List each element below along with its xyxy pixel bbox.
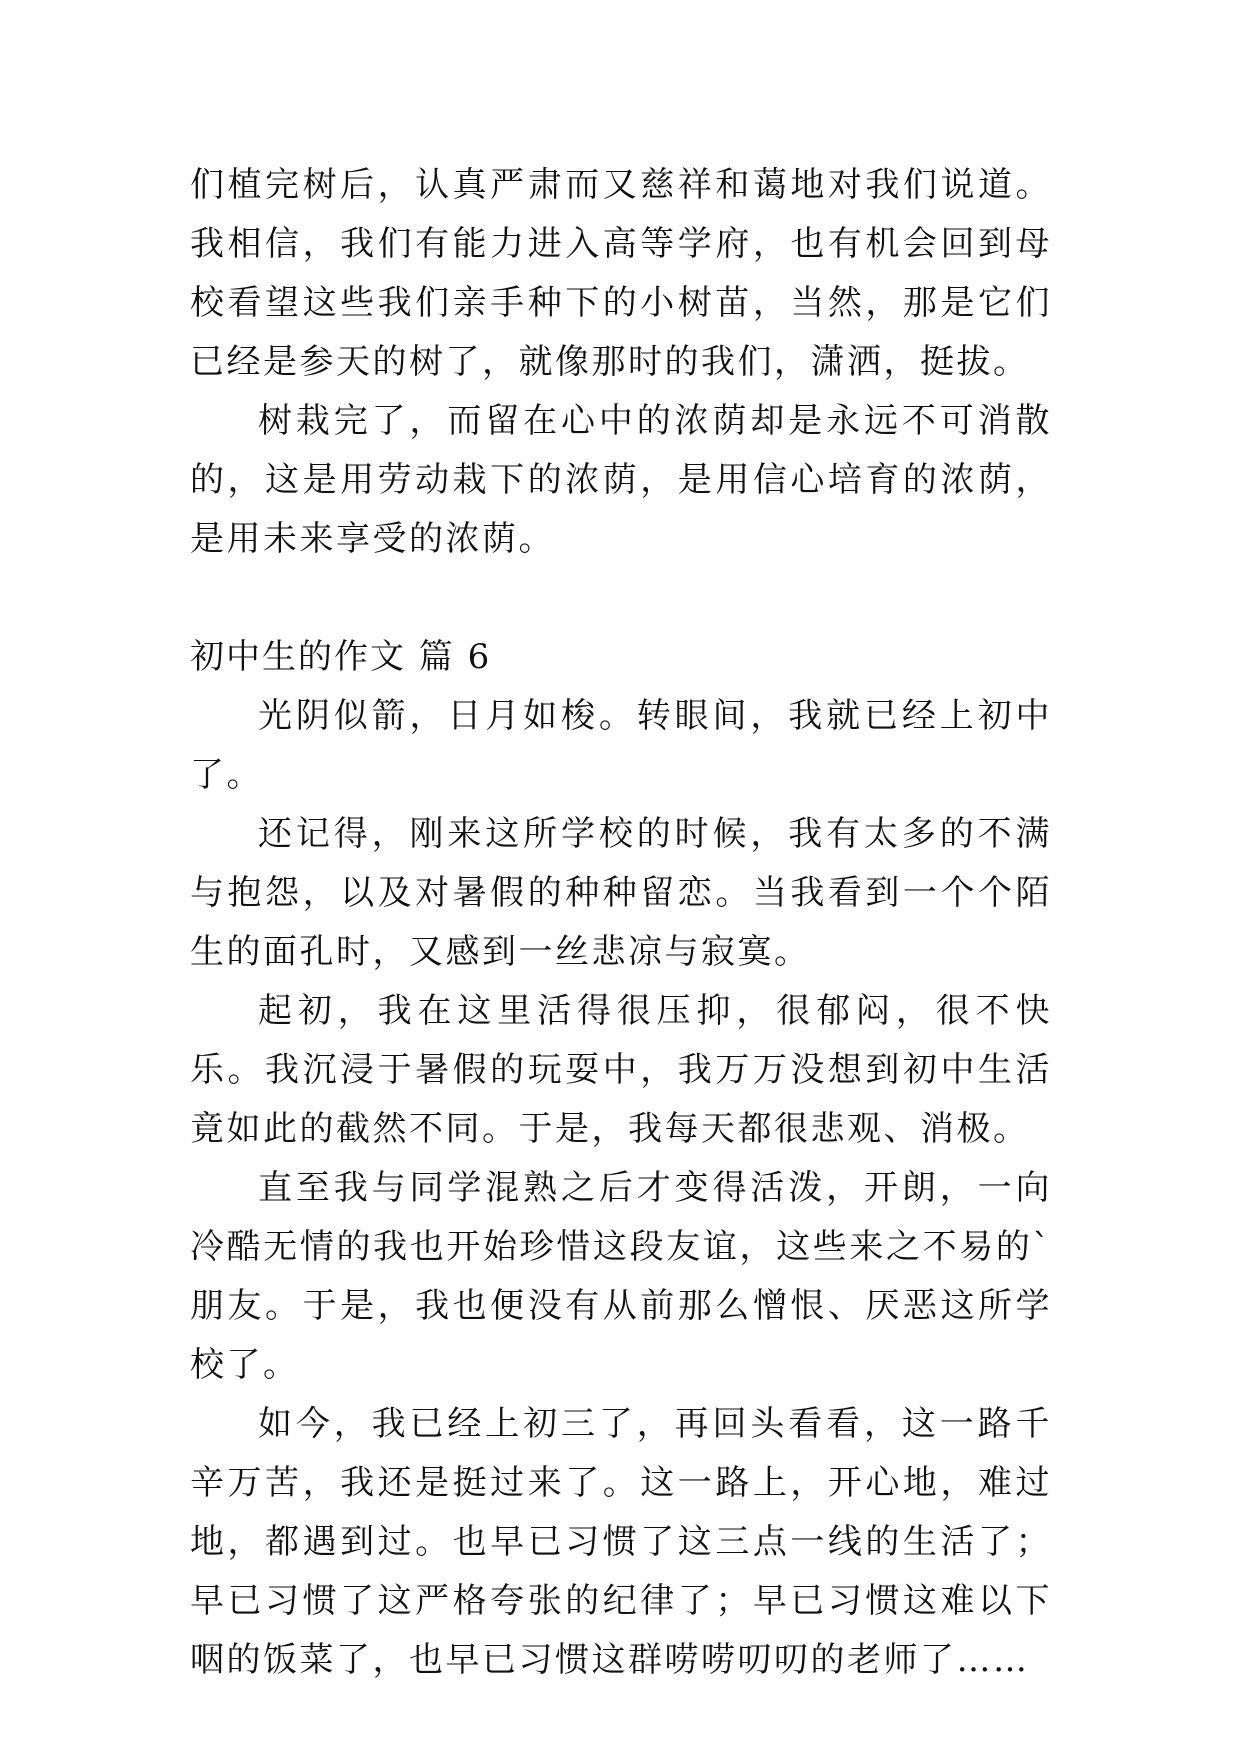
essay-heading: 初中生的作文 篇 6 [190,637,492,677]
paragraph-continued: 们植完树后，认真严肃而又慈祥和蔼地对我们说道。我相信，我们有能力进入高等学府，也有机会回到母校看望这些我们亲手种下的小树苗，当然，那是它们已经是参天的树了，就像那时的我们，潇洒，挺拔。 [190,165,1052,382]
paragraph: 直至我与同学混熟之后才变得活泼，开朗，一向冷酷无情的我也开始珍惜这段友谊，这些来之不易的`朋友。于是，我也便没有从前那么憎恨、厌恶这所学校了。 [190,1168,1052,1385]
paragraph: 如今，我已经上初三了，再回头看看，这一路千辛万苦，我还是挺过来了。这一路上，开心地，难过地，都遇到过。也早已习惯了这三点一线的生活了；早已习惯了这严格夸张的纪律了；早已习惯这难以下咽的饭菜了，也早已习惯这群唠唠叨叨的老师了…… [190,1404,1052,1680]
document-body [190,156,1052,1690]
paragraph: 树栽完了，而留在心中的浓荫却是永远不可消散的，这是用劳动栽下的浓荫，是用信心培育的浓荫，是用未来享受的浓荫。 [190,401,1052,559]
paragraph: 起初，我在这里活得很压抑，很郁闷，很不快乐。我沉浸于暑假的玩耍中，我万万没想到初中生活竟如此的截然不同。于是，我每天都很悲观、消极。 [190,991,1052,1149]
paragraph: 光阴似箭，日月如梭。转眼间，我就已经上初中了。 [190,696,1052,795]
paragraph: 还记得，刚来这所学校的时候，我有太多的不满与抱怨，以及对暑假的种种留恋。当我看到一个个陌生的面孔时，又感到一丝悲凉与寂寞。 [190,814,1052,972]
